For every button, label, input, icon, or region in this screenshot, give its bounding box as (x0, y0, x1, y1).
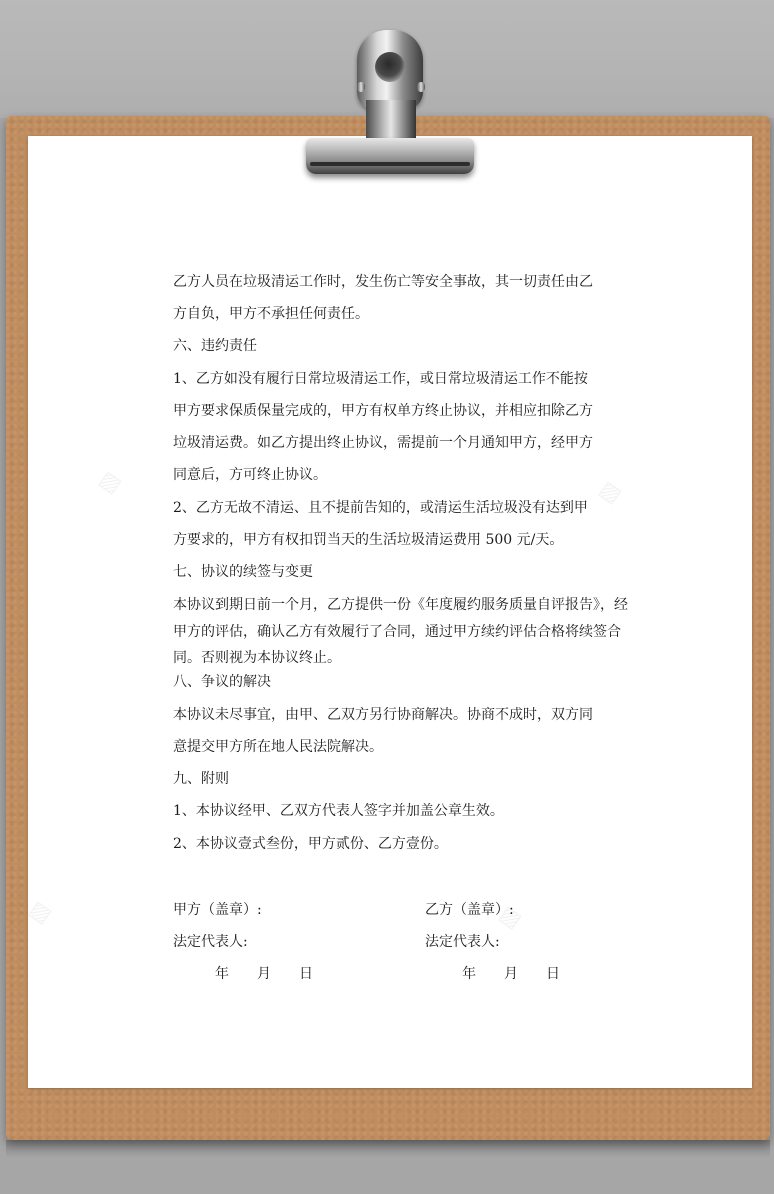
party-b-date-label: 年 月 日 (462, 966, 560, 982)
paragraph-line: 2、乙方无故不清运、且不提前告知的，或清运生活垃圾没有达到甲 (173, 500, 588, 516)
paragraph-line: 甲方要求保质保量完成的，甲方有权单方终止协议，并相应扣除乙方 (173, 403, 593, 419)
paragraph-line: 同。否则视为本协议终止。 (173, 650, 341, 666)
paragraph-line: 本协议到期日前一个月，乙方提供一份《年度履约服务质量自评报告》，经 (173, 597, 628, 613)
section-heading: 九、附则 (173, 771, 229, 787)
paragraph-line: 垃圾清运费。如乙方提出终止协议，需提前一个月通知甲方，经甲方 (173, 435, 593, 451)
paragraph-line: 2、本协议壹式叁份，甲方贰份、乙方壹份。 (173, 836, 448, 852)
party-b-seal-label: 乙方（盖章）: (425, 902, 514, 918)
section-heading: 八、争议的解决 (173, 674, 271, 690)
paragraph-line: 甲方的评估，确认乙方有效履行了合同，通过甲方续约评估合格将续签合 (173, 624, 621, 640)
paragraph-line: 同意后，方可终止协议。 (173, 467, 327, 483)
section-heading: 七、协议的续签与变更 (173, 564, 313, 580)
paragraph-line: 1、乙方如没有履行日常垃圾清运工作，或日常垃圾清运工作不能按 (173, 371, 588, 387)
party-b-rep-label: 法定代表人: (425, 934, 500, 950)
watermark-icon: ▨ (94, 466, 127, 499)
section-heading: 六、违约责任 (173, 338, 257, 354)
paragraph-line: 乙方人员在垃圾清运工作时，发生伤亡等安全事故，其一切责任由乙 (173, 274, 593, 290)
watermark-icon: ▨ (594, 476, 627, 509)
paragraph-line: 意提交甲方所在地人民法院解决。 (173, 739, 383, 755)
paragraph-line: 方自负，甲方不承担任何责任。 (173, 306, 369, 322)
party-a-rep-label: 法定代表人: (173, 934, 248, 950)
paragraph-line: 1、本协议经甲、乙双方代表人签字并加盖公章生效。 (173, 803, 504, 819)
watermark-icon: ▨ (24, 896, 57, 929)
watermark-icon: ▨ (494, 901, 527, 934)
board-shadow (6, 1140, 770, 1158)
paragraph-line: 本协议未尽事宜，由甲、乙双方另行协商解决。协商不成时，双方同 (173, 707, 593, 723)
party-a-seal-label: 甲方（盖章）: (173, 902, 262, 918)
party-a-date-label: 年 月 日 (215, 966, 313, 982)
paragraph-line: 方要求的，甲方有权扣罚当天的生活垃圾清运费用 500 元/天。 (173, 532, 564, 548)
